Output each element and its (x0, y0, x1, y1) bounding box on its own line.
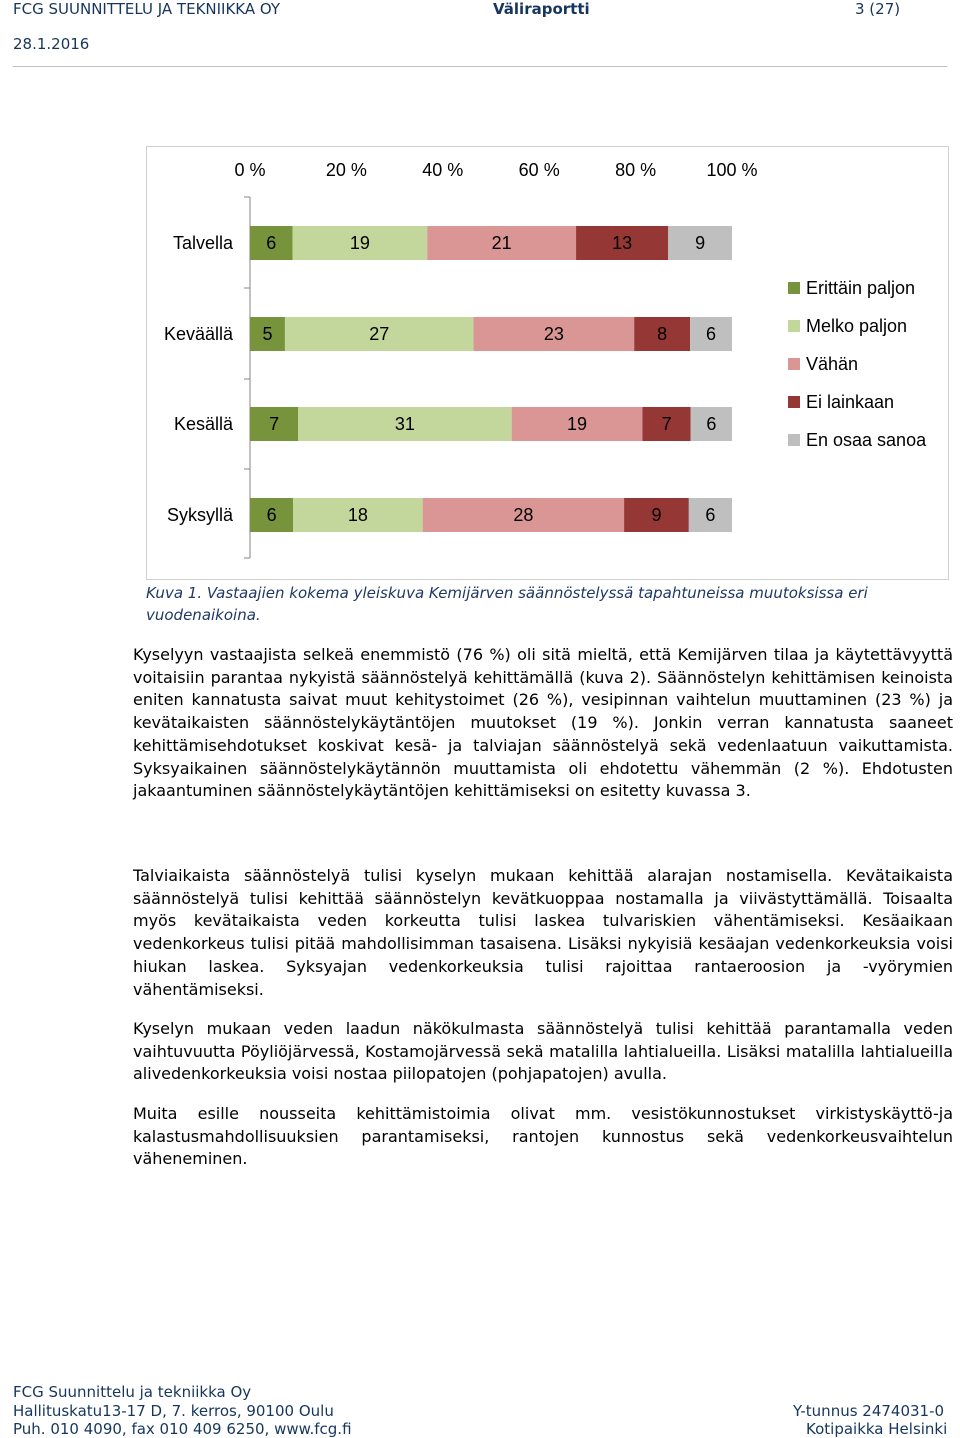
category-label: Keväällä (163, 324, 233, 344)
footer-domicile: Kotipaikka Helsinki (806, 1420, 948, 1438)
bar-value-label: 6 (705, 505, 716, 525)
legend-swatch (788, 396, 800, 408)
footer-phone: Puh. 010 4090, fax 010 409 6250, www.fcg.fi (13, 1420, 352, 1438)
figure-caption: Kuva 1. Vastaajien kokema yleiskuva Kemijärven säännöstelyssä tapahtuneissa muutoksissa eri vuodenaikoina. (146, 584, 868, 624)
chart-frame (146, 146, 949, 580)
footer-business-id: Y-tunnus 2474031-0 (793, 1402, 945, 1420)
footer-company: FCG Suunnittelu ja tekniikka Oy (13, 1383, 252, 1401)
bar-value-label: 9 (651, 505, 662, 525)
bar-value-label: 28 (513, 505, 534, 525)
bar-value-label: 31 (394, 414, 415, 434)
category-label: Kesällä (173, 414, 233, 434)
bar-value-label: 6 (266, 233, 277, 253)
x-tick-label: 60 % (518, 160, 560, 180)
x-tick-label: 0 % (234, 160, 266, 180)
legend-label: Erittäin paljon (806, 278, 916, 298)
body-paragraph-3: Kyselyn mukaan veden laadun näkökulmasta säännöstelyä tulisi kehittää parantamalla veden vaihtuvuutta Pöyliöjärvessä, Kostamojärvessä sekä matalilla lahtialueilla. Lisäksi matalilla lahtialueilla alivedenkorkeuksia voisi nostaa piilopatojen (pohjapatojen) avulla. (133, 1019, 953, 1084)
legend-swatch (788, 320, 800, 332)
bar-value-label: 6 (266, 505, 277, 525)
body-paragraph-1: Kyselyyn vastaajista selkeä enemmistö (76 %) oli sitä mieltä, että Kemijärven tilaa ja käytettävyyttä voitaisiin parantaa nykyistä säännöstelyä kehittämällä (kuva 2). Säännöstelyn kehittämisen keinoista eniten kannatusta saivat muut kehitystoimet (26 %), vesipinnan vaihtelun muuttaminen (23 %) ja kevätaikaisten säännöstelykäytäntöjen muutokset (19 %). Jonkin verran kannatusta saaneet kehittämisehdotukset koskivat kesä- ja talviajan säännöstelyä sekä vedenlaatuun vaikuttamista. Syksyaikainen säännöstelykäytännön muuttamista oli ehdotettu vähemmän (2 %). Ehdotusten jakaantuminen säännöstelykäytäntöjen kehittämiseksi on esitetty kuvassa 3. (133, 645, 953, 801)
header-divider (13, 66, 947, 67)
bars (250, 226, 732, 532)
y-axis (244, 197, 250, 558)
legend-label: Melko paljon (806, 316, 908, 336)
legend-swatch (788, 358, 800, 370)
legend-label: En osaa sanoa (806, 430, 927, 450)
legend-label: Vähän (806, 354, 859, 374)
bar-value-label: 7 (661, 414, 672, 434)
x-tick-label: 40 % (422, 160, 464, 180)
stacked-bar-chart (147, 147, 948, 579)
category-label: Talvella (172, 233, 233, 253)
legend-label: Ei lainkaan (806, 392, 895, 412)
category-labels (164, 233, 234, 525)
bar-value-label: 23 (543, 324, 564, 344)
bar-value-label: 7 (269, 414, 280, 434)
legend-swatch (788, 282, 800, 294)
footer-address: Hallituskatu13-17 D, 7. kerros, 90100 Oulu (13, 1402, 334, 1420)
header-date: 28.1.2016 (13, 35, 90, 53)
x-tick-label: 100 % (706, 160, 758, 180)
bar-value-label: 19 (567, 414, 588, 434)
header-company: FCG SUUNNITTELU JA TEKNIIKKA OY (13, 0, 281, 18)
bar-value-label: 27 (369, 324, 390, 344)
header-document-type: Väliraportti (493, 0, 590, 18)
bar-value-label: 8 (657, 324, 668, 344)
body-paragraph-4: Muita esille nousseita kehittämistoimia olivat mm. vesistökunnostukset virkistyskäyttö-ja kalastusmahdollisuuksien parantamiseksi, rantojen kunnostus sekä vedenkorkeusvaihtelun väheneminen. (133, 1104, 953, 1169)
bar-value-label: 6 (706, 414, 717, 434)
bar-value-label: 21 (491, 233, 512, 253)
category-label: Syksyllä (166, 505, 233, 525)
legend-swatch (788, 434, 800, 446)
legend (788, 278, 927, 450)
bar-value-label: 6 (706, 324, 717, 344)
bar-value-label: 13 (612, 233, 633, 253)
x-tick-label: 20 % (325, 160, 367, 180)
bar-value-label: 9 (695, 233, 706, 253)
bar-value-label: 5 (262, 324, 273, 344)
bar-value-label: 18 (347, 505, 368, 525)
x-tick-label: 80 % (615, 160, 657, 180)
header-page-number: 3 (27) (855, 0, 901, 18)
body-paragraph-2: Talviaikaista säännöstelyä tulisi kyselyn mukaan kehittää alarajan nostamisella. Kevätaikaista säännöstelyä tulisi kehittää säännöstelyn kevätkuoppaa nostamalla ja viivästyttämällä. Toisaalta myös kevätaikaista veden korkeutta tulisi laskea tulvariskien vähentämiseksi. Kesäaikaan vedenkorkeus tulisi pitää mahdollisimman tasaisena. Lisäksi nykyisiä kesäajan vedenkorkeuksia voisi hiukan laskea. Syksyajan vedenkorkeuksia tulisi rajoittaa rantaeroosion ja -vyörymien vähentämiseksi. (133, 866, 953, 999)
bar-value-label: 19 (349, 233, 370, 253)
x-axis-ticks (234, 160, 757, 180)
